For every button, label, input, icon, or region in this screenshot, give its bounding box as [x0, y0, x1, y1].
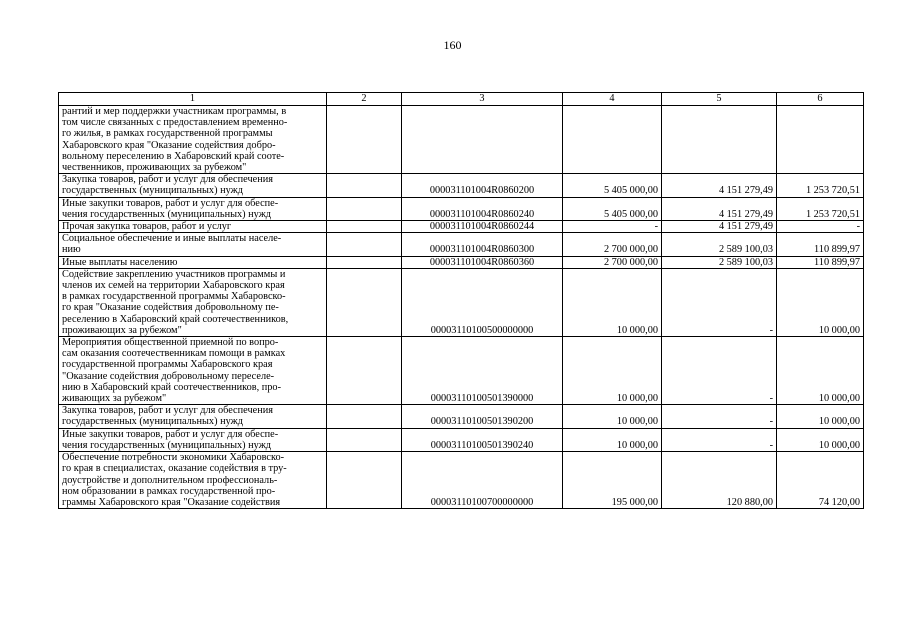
row-amount-col5: - [662, 428, 777, 451]
row-amount-col6: - [777, 221, 864, 233]
row-amount-col5: 2 589 100,03 [662, 256, 777, 268]
row-budget-code: 00003110100700000000 [402, 452, 563, 509]
row-column-2 [327, 197, 402, 220]
row-amount-col6: 1 253 720,51 [777, 174, 864, 197]
row-amount-col4: 10 000,00 [563, 268, 662, 336]
row-budget-code: 00003110100500000000 [402, 268, 563, 336]
row-amount-col6: 10 000,00 [777, 405, 864, 428]
table-row [59, 268, 864, 336]
row-amount-col5: 4 151 279,49 [662, 197, 777, 220]
table-row [59, 256, 864, 268]
row-budget-code: 000031101004R0860200 [402, 174, 563, 197]
page-number: 160 [443, 38, 462, 52]
column-header: 1 [59, 93, 327, 106]
row-description: Социальное обеспечение и иные выплаты населе- нию [59, 233, 327, 256]
row-amount-col4: 5 405 000,00 [563, 197, 662, 220]
row-description: рантий и мер поддержки участникам программы, в том числе связанных с предоставлением временно- го жилья, в рамках государственной программы Хабаровского края "Оказание содействия добро- вольному переселению в Хабаровский край сооте- чественников, проживающих за рубежом" [59, 106, 327, 174]
row-amount-col4: - [563, 221, 662, 233]
row-description: Иные закупки товаров, работ и услуг для обеспе- чения государственных (муниципальных) нужд [59, 197, 327, 220]
table-row [59, 174, 864, 197]
table-row [59, 197, 864, 220]
row-amount-col4: 10 000,00 [563, 405, 662, 428]
row-column-2 [327, 256, 402, 268]
row-amount-col6: 110 899,97 [777, 256, 864, 268]
column-header: 2 [327, 93, 402, 106]
row-amount-col4: 10 000,00 [563, 428, 662, 451]
row-amount-col6: 74 120,00 [777, 452, 864, 509]
row-amount-col4 [563, 106, 662, 174]
row-amount-col6 [777, 106, 864, 174]
row-column-2 [327, 428, 402, 451]
row-budget-code: 000031101004R0860360 [402, 256, 563, 268]
row-amount-col5: - [662, 337, 777, 405]
row-column-2 [327, 337, 402, 405]
row-description: Иные выплаты населению [59, 256, 327, 268]
table-row [59, 106, 864, 174]
row-budget-code: 00003110100501390240 [402, 428, 563, 451]
row-budget-code: 000031101004R0860244 [402, 221, 563, 233]
row-amount-col5: 4 151 279,49 [662, 174, 777, 197]
row-amount-col5: 2 589 100,03 [662, 233, 777, 256]
table-row [59, 337, 864, 405]
row-amount-col5: 4 151 279,49 [662, 221, 777, 233]
row-column-2 [327, 405, 402, 428]
table-row [59, 405, 864, 428]
row-column-2 [327, 221, 402, 233]
row-amount-col5: 120 880,00 [662, 452, 777, 509]
row-amount-col4: 5 405 000,00 [563, 174, 662, 197]
table-row [59, 221, 864, 233]
table-row [59, 428, 864, 451]
row-amount-col4: 2 700 000,00 [563, 233, 662, 256]
row-column-2 [327, 174, 402, 197]
row-description: Прочая закупка товаров, работ и услуг [59, 221, 327, 233]
column-header: 3 [402, 93, 563, 106]
row-amount-col6: 1 253 720,51 [777, 197, 864, 220]
row-budget-code: 00003110100501390000 [402, 337, 563, 405]
column-header: 5 [662, 93, 777, 106]
row-amount-col5: - [662, 405, 777, 428]
row-column-2 [327, 452, 402, 509]
row-budget-code: 000031101004R0860240 [402, 197, 563, 220]
row-column-2 [327, 233, 402, 256]
row-description: Обеспечение потребности экономики Хабаровско- го края в специалистах, оказание содействия в тру- доустройстве и дополнительном профессиональ- ном образовании в рамках государственной про- граммы Хабаровского края "Оказание содействия [59, 452, 327, 509]
row-amount-col4: 10 000,00 [563, 337, 662, 405]
row-description: Иные закупки товаров, работ и услуг для обеспе- чения государственных (муниципальных) нужд [59, 428, 327, 451]
row-amount-col4: 195 000,00 [563, 452, 662, 509]
row-amount-col6: 110 899,97 [777, 233, 864, 256]
column-header: 4 [563, 93, 662, 106]
row-budget-code: 000031101004R0860300 [402, 233, 563, 256]
row-description: Мероприятия общественной приемной по вопро- сам оказания соотечественникам помощи в рамках государственной программы Хабаровского края "Оказание содействия добровольному переселе- нию в Хабаровский край соотечественников, про- живающих за рубежом" [59, 337, 327, 405]
row-description: Содействие закреплению участников программы и членов их семей на территории Хабаровского края в рамках государственной программы Хабаровско- го края "Оказание содействия добровольному пе- реселению в Хабаровский край соотечественников, проживающих за рубежом" [59, 268, 327, 336]
row-amount-col5: - [662, 268, 777, 336]
row-budget-code: 00003110100501390200 [402, 405, 563, 428]
budget-table [58, 92, 864, 509]
table-row [59, 452, 864, 509]
row-budget-code [402, 106, 563, 174]
table-header-row [59, 93, 864, 106]
row-amount-col5 [662, 106, 777, 174]
row-amount-col6: 10 000,00 [777, 268, 864, 336]
row-description: Закупка товаров, работ и услуг для обеспечения государственных (муниципальных) нужд [59, 174, 327, 197]
row-amount-col6: 10 000,00 [777, 428, 864, 451]
row-amount-col4: 2 700 000,00 [563, 256, 662, 268]
column-header: 6 [777, 93, 864, 106]
row-column-2 [327, 268, 402, 336]
row-amount-col6: 10 000,00 [777, 337, 864, 405]
row-description: Закупка товаров, работ и услуг для обеспечения государственных (муниципальных) нужд [59, 405, 327, 428]
row-column-2 [327, 106, 402, 174]
table-row [59, 233, 864, 256]
